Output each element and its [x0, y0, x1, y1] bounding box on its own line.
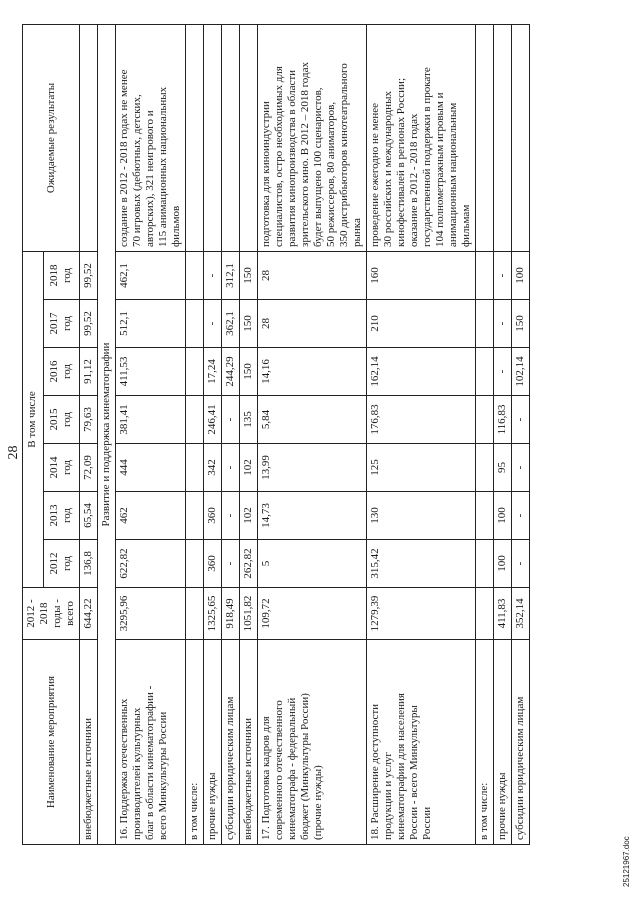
measure-name: 16. Поддержка отечественных производителей культурных благ в области кинематографии - всего Минкультуры России — [116, 640, 186, 845]
year-value: - — [222, 492, 240, 540]
table-row — [494, 24, 512, 844]
year-value — [476, 396, 494, 444]
total-value: 918,49 — [222, 588, 240, 640]
year-value: - — [222, 540, 240, 588]
year-value — [476, 251, 494, 299]
year-value: 102,14 — [512, 348, 530, 396]
year-value — [186, 444, 204, 492]
expected-result — [512, 24, 530, 251]
year-value: - — [494, 300, 512, 348]
footer-filename: 25121967.doc — [622, 836, 631, 887]
year-value: 150 — [240, 348, 258, 396]
expected-result: подготовка для киноиндустрии специалистов, остро необходимых для развития кинопроизводства в области зрительского кино. В 2012 – 2018 годах будет выпущено 100 сценаристов, 50 режиссеров, 80 аниматоров, 350 дистрибьюторов кинотеатрального рынка — [258, 24, 367, 251]
year-value: 315,42 — [367, 540, 476, 588]
year-value: 512,1 — [116, 300, 186, 348]
measure-name: внебюджетные источники — [80, 640, 98, 845]
table-row — [367, 24, 476, 844]
table-row — [512, 24, 530, 844]
header-in-total: В том числе — [23, 251, 44, 587]
year-value: 130 — [367, 492, 476, 540]
year-value — [476, 444, 494, 492]
expected-result — [186, 24, 204, 251]
year-value: 79,63 — [80, 396, 98, 444]
header-year: 2012 год — [43, 540, 79, 588]
table-row — [222, 24, 240, 844]
year-value: 99,52 — [80, 251, 98, 299]
year-value: 360 — [204, 492, 222, 540]
expected-result — [204, 24, 222, 251]
expected-result: создание в 2012 - 2018 годах не менее 70 игровых (дебютных, детских, авторских), 321 неигрового и 115 анимационных национальных фильмов — [116, 24, 186, 251]
year-value: 17,24 — [204, 348, 222, 396]
table-row — [186, 24, 204, 844]
expected-result — [240, 24, 258, 251]
measure-name: 17. Подготовка кадров для современного отечественного кинематографа - федеральный бюджет (Минкультуры России) (прочие нужды) — [258, 640, 367, 845]
header-year: 2016 год — [43, 348, 79, 396]
year-value: 176,83 — [367, 396, 476, 444]
year-value: 28 — [258, 300, 367, 348]
year-value: - — [512, 492, 530, 540]
year-value: - — [204, 300, 222, 348]
total-value — [476, 588, 494, 640]
year-value: - — [512, 444, 530, 492]
section-row — [98, 24, 116, 844]
measures-table — [22, 24, 530, 845]
header-year: 2015 год — [43, 396, 79, 444]
year-value: - — [222, 444, 240, 492]
year-value: 162,14 — [367, 348, 476, 396]
total-value: 1325,65 — [204, 588, 222, 640]
expected-result: проведение ежегодно не менее 30 российских и международных кинофестивалей в регионах России; оказание в 2012 - 2018 годах государственной поддержки в прокате 104 полнометражным игровым и анимационным национальным фильмам — [367, 24, 476, 251]
year-value: 246,41 — [204, 396, 222, 444]
year-value — [186, 251, 204, 299]
year-value: 150 — [240, 300, 258, 348]
total-value: 1051,82 — [240, 588, 258, 640]
year-value: 102 — [240, 444, 258, 492]
year-value: 91,12 — [80, 348, 98, 396]
year-value — [476, 540, 494, 588]
year-value: 150 — [512, 300, 530, 348]
year-value: 462,1 — [116, 251, 186, 299]
year-value: 362,1 — [222, 300, 240, 348]
header-total: 2012 - 2018 годы - всего — [23, 588, 80, 640]
table-row — [80, 24, 98, 844]
header-measure-name: Наименование мероприятия — [23, 640, 80, 845]
measure-name: в том числе: — [186, 640, 204, 845]
year-value: 342 — [204, 444, 222, 492]
total-value — [186, 588, 204, 640]
year-value: 160 — [367, 251, 476, 299]
header-year: 2014 год — [43, 444, 79, 492]
year-value — [186, 492, 204, 540]
year-value — [186, 348, 204, 396]
table-row — [116, 24, 186, 844]
year-value — [186, 300, 204, 348]
year-value: - — [494, 348, 512, 396]
year-value: 102 — [240, 492, 258, 540]
year-value: 5 — [258, 540, 367, 588]
year-value: - — [512, 396, 530, 444]
year-value: 100 — [494, 492, 512, 540]
expected-result — [222, 24, 240, 251]
expected-result — [494, 24, 512, 251]
year-value: 14,73 — [258, 492, 367, 540]
total-value: 644,22 — [80, 588, 98, 640]
year-value: 5,84 — [258, 396, 367, 444]
total-value: 352,14 — [512, 588, 530, 640]
year-value: 244,29 — [222, 348, 240, 396]
measure-name: прочие нужды — [494, 640, 512, 845]
year-value: 95 — [494, 444, 512, 492]
year-value: 262,82 — [240, 540, 258, 588]
year-value: 210 — [367, 300, 476, 348]
year-value: 13,99 — [258, 444, 367, 492]
year-value: 135 — [240, 396, 258, 444]
year-value — [476, 492, 494, 540]
year-value: 622,82 — [116, 540, 186, 588]
year-value: 125 — [367, 444, 476, 492]
table-row — [476, 24, 494, 844]
table-row — [204, 24, 222, 844]
total-value: 3295,96 — [116, 588, 186, 640]
year-value: 136,8 — [80, 540, 98, 588]
year-value: 381,41 — [116, 396, 186, 444]
table-body — [80, 24, 530, 844]
year-value: 72,09 — [80, 444, 98, 492]
measure-name: прочие нужды — [204, 640, 222, 845]
header-year: 2017 год — [43, 300, 79, 348]
year-value: 28 — [258, 251, 367, 299]
year-value: 116,83 — [494, 396, 512, 444]
section-title: Развитие и поддержка кинематографии — [98, 24, 116, 844]
year-value: 411,53 — [116, 348, 186, 396]
header-year: 2018 год — [43, 251, 79, 299]
year-value: 65,54 — [80, 492, 98, 540]
year-value: 14,16 — [258, 348, 367, 396]
measure-name: в том числе: — [476, 640, 494, 845]
expected-result — [476, 24, 494, 251]
total-value: 411,83 — [494, 588, 512, 640]
year-value — [186, 540, 204, 588]
year-value — [476, 300, 494, 348]
year-value: 462 — [116, 492, 186, 540]
table-row — [240, 24, 258, 844]
year-value: 99,52 — [80, 300, 98, 348]
year-value: 360 — [204, 540, 222, 588]
total-value: 109,72 — [258, 588, 367, 640]
year-value: 100 — [512, 251, 530, 299]
header-year: 2013 год — [43, 492, 79, 540]
measure-name: субсидии юридическим лицам — [512, 640, 530, 845]
table-row — [258, 24, 367, 844]
year-value: - — [512, 540, 530, 588]
expected-result — [80, 24, 98, 251]
year-value — [186, 396, 204, 444]
year-value: 444 — [116, 444, 186, 492]
year-value — [476, 348, 494, 396]
page-number: 28 — [6, 445, 21, 460]
year-value: - — [204, 251, 222, 299]
total-value: 1279,39 — [367, 588, 476, 640]
year-value: 312,1 — [222, 251, 240, 299]
header-results: Ожидаемые результаты — [23, 24, 80, 251]
measure-name: 18. Расширение доступности продукции и услуг кинематографии для населения России - всего Минкультуры России — [367, 640, 476, 845]
year-value: - — [222, 396, 240, 444]
year-value: 100 — [494, 540, 512, 588]
measure-name: внебюджетные источники — [240, 640, 258, 845]
year-value: - — [494, 251, 512, 299]
measure-name: субсидии юридическим лицам — [222, 640, 240, 845]
year-value: 150 — [240, 251, 258, 299]
